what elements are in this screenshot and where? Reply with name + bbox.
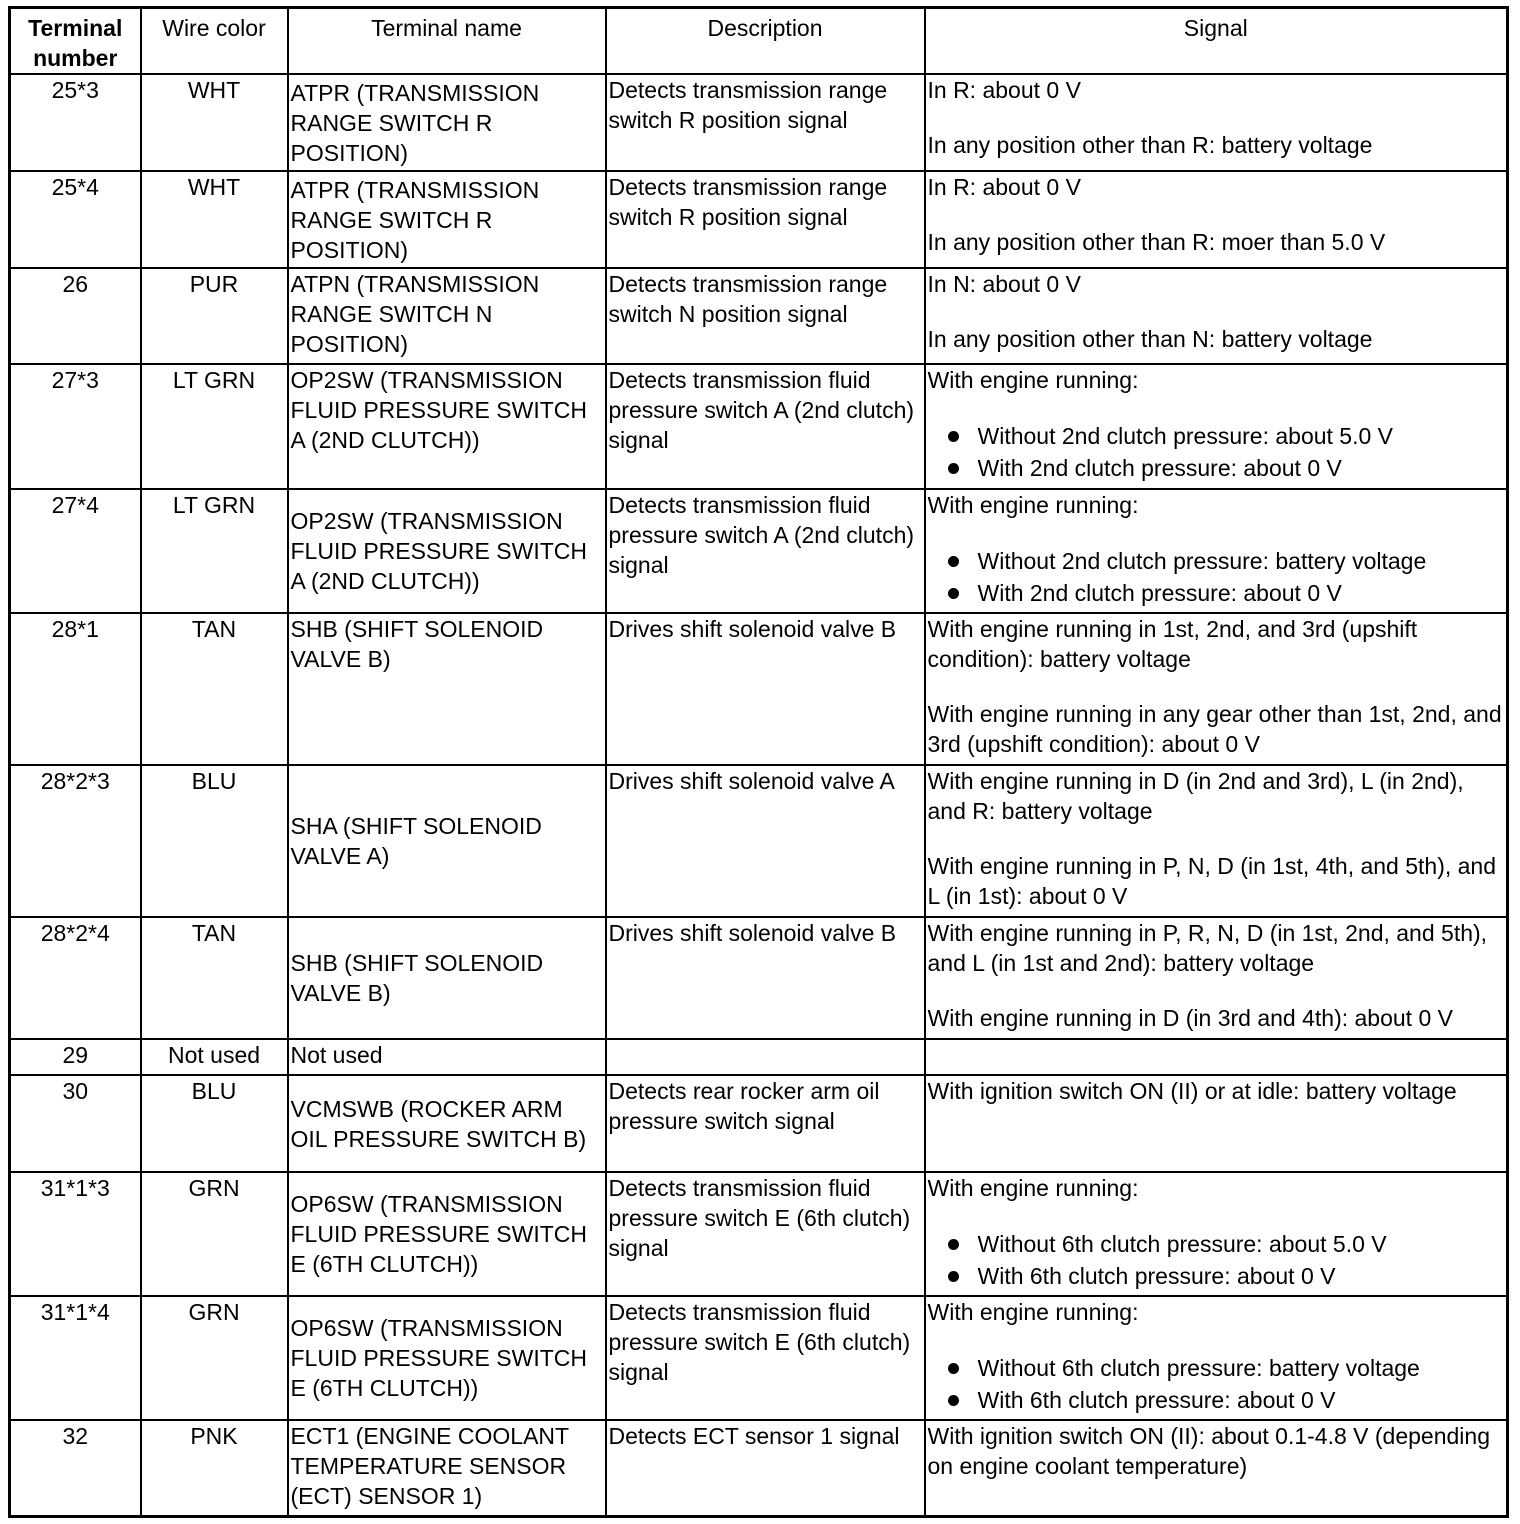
signal-bullet-item: [928, 452, 1505, 484]
description: [606, 1039, 925, 1075]
signal-bullet-text: Without 2nd clutch pressure: about 5.0 V: [977, 423, 1394, 449]
signal-text: In any position other than R: moer than 5.0 V: [927, 229, 1386, 255]
terminal-number: 27*3: [10, 364, 141, 489]
description: Detects transmission range switch N position signal: [606, 268, 925, 364]
description: Drives shift solenoid valve B: [606, 917, 925, 1039]
signal: [925, 74, 1508, 171]
terminal-name: OP6SW (TRANSMISSION FLUID PRESSURE SWITCH E (6TH CLUTCH)): [288, 1296, 606, 1420]
bullet-icon: [948, 1395, 959, 1406]
signal-bullet-text: With 6th clutch pressure: about 0 V: [977, 1263, 1336, 1289]
bullet-icon: [948, 556, 959, 567]
terminal-name: SHA (SHIFT SOLENOID VALVE A): [288, 765, 606, 917]
signal: [925, 917, 1508, 1039]
terminal-name: SHB (SHIFT SOLENOID VALVE B): [288, 917, 606, 1039]
signal: [925, 171, 1508, 268]
signal-bullet-list: [928, 1228, 1505, 1292]
wire-color: TAN: [141, 613, 288, 765]
wire-color: PUR: [141, 268, 288, 364]
wire-color: WHT: [141, 171, 288, 268]
terminal-number: 30: [10, 1075, 141, 1172]
terminal-name: OP6SW (TRANSMISSION FLUID PRESSURE SWITCH E (6TH CLUTCH)): [288, 1172, 606, 1296]
terminal-number: 25*3: [10, 74, 141, 171]
terminal-name: OP2SW (TRANSMISSION FLUID PRESSURE SWITCH A (2ND CLUTCH)): [288, 364, 606, 489]
signal-bullet-text: Without 6th clutch pressure: about 5.0 V: [977, 1231, 1387, 1257]
table-row: [10, 1172, 1508, 1296]
pin-table-container: [8, 6, 1506, 1518]
bullet-icon: [948, 1363, 959, 1374]
signal: [925, 268, 1508, 364]
signal-bullet-item: [928, 1384, 1505, 1416]
signal-text: With engine running:: [927, 1175, 1139, 1201]
signal-text: With engine running:: [927, 367, 1139, 393]
description: Detects transmission fluid pressure switch A (2nd clutch) signal: [606, 489, 925, 613]
signal: [925, 1420, 1508, 1516]
terminal-table: [8, 6, 1509, 1518]
signal: [925, 765, 1508, 917]
signal-text: In R: about 0 V: [927, 174, 1081, 200]
terminal-number: 31*1*4: [10, 1296, 141, 1420]
table-row: [10, 171, 1508, 268]
signal-bullet-list: [928, 1352, 1505, 1416]
terminal-number: 32: [10, 1420, 141, 1516]
signal-text: In N: about 0 V: [927, 271, 1081, 297]
signal-text: With engine running in any gear other than 1st, 2nd, and 3rd (upshift condition): about 0 V: [927, 701, 1502, 757]
signal-text: With engine running in D (in 3rd and 4th): about 0 V: [927, 1005, 1453, 1031]
terminal-number: 28*1: [10, 613, 141, 765]
terminal-name: SHB (SHIFT SOLENOID VALVE B): [288, 613, 606, 765]
signal-text: With engine running in D (in 2nd and 3rd), L (in 2nd), and R: battery voltage: [927, 768, 1464, 824]
wire-color: WHT: [141, 74, 288, 171]
bullet-icon: [948, 588, 959, 599]
terminal-name: ATPR (TRANSMISSION RANGE SWITCH R POSITION): [288, 171, 606, 268]
signal-bullet-list: [928, 545, 1505, 609]
terminal-name: ATPR (TRANSMISSION RANGE SWITCH R POSITION): [288, 74, 606, 171]
terminal-name: VCMSWB (ROCKER ARM OIL PRESSURE SWITCH B): [288, 1075, 606, 1172]
signal-text: In R: about 0 V: [927, 77, 1081, 103]
signal-bullet-item: [928, 577, 1505, 609]
wire-color: PNK: [141, 1420, 288, 1516]
terminal-number: 28*2*3: [10, 765, 141, 917]
header-terminal-name: Terminal name: [288, 8, 606, 75]
signal-bullet-text: With 2nd clutch pressure: about 0 V: [977, 580, 1342, 606]
signal: [925, 489, 1508, 613]
table-row: [10, 1075, 1508, 1172]
bullet-icon: [948, 1271, 959, 1282]
wire-color: GRN: [141, 1296, 288, 1420]
signal-text: With engine running in P, N, D (in 1st, 4th, and 5th), and L (in 1st): about 0 V: [927, 853, 1497, 909]
description: Drives shift solenoid valve A: [606, 765, 925, 917]
header-signal: Signal: [925, 8, 1508, 75]
header-row: [10, 8, 1508, 75]
signal: [925, 1296, 1508, 1420]
table-row: [10, 1296, 1508, 1420]
terminal-name: ATPN (TRANSMISSION RANGE SWITCH N POSITION): [288, 268, 606, 364]
wire-color: GRN: [141, 1172, 288, 1296]
terminal-name: ECT1 (ENGINE COOLANT TEMPERATURE SENSOR (ECT) SENSOR 1): [288, 1420, 606, 1516]
signal-text: With ignition switch ON (II): about 0.1-4.8 V (depending on engine coolant temperature): [927, 1423, 1491, 1479]
signal-bullet-item: [928, 1228, 1505, 1260]
description: Detects transmission fluid pressure switch E (6th clutch) signal: [606, 1296, 925, 1420]
signal-text: In any position other than N: battery voltage: [927, 326, 1373, 352]
signal-bullet-text: With 2nd clutch pressure: about 0 V: [977, 455, 1342, 481]
header-description: Description: [606, 8, 925, 75]
signal-text: With engine running in P, R, N, D (in 1st, 2nd, and 5th), and L (in 1st and 2nd): battery voltage: [927, 920, 1488, 976]
signal-bullet-text: Without 6th clutch pressure: battery voltage: [977, 1355, 1420, 1381]
terminal-name: OP2SW (TRANSMISSION FLUID PRESSURE SWITCH A (2ND CLUTCH)): [288, 489, 606, 613]
wire-color: Not used: [141, 1039, 288, 1075]
terminal-number: 31*1*3: [10, 1172, 141, 1296]
table-row: [10, 613, 1508, 765]
signal-bullet-item: [928, 545, 1505, 577]
terminal-number: 27*4: [10, 489, 141, 613]
signal-text: With ignition switch ON (II) or at idle: battery voltage: [927, 1078, 1457, 1104]
signal: [925, 1039, 1508, 1075]
description: Detects transmission fluid pressure switch E (6th clutch) signal: [606, 1172, 925, 1296]
wire-color: BLU: [141, 765, 288, 917]
signal-text: With engine running in 1st, 2nd, and 3rd (upshift condition): battery voltage: [927, 616, 1418, 672]
signal-bullet-item: [928, 1260, 1505, 1292]
bullet-icon: [948, 463, 959, 474]
description: Detects transmission range switch R position signal: [606, 74, 925, 171]
bullet-icon: [948, 1239, 959, 1250]
table-row: [10, 765, 1508, 917]
table-row: [10, 1420, 1508, 1516]
terminal-number: 29: [10, 1039, 141, 1075]
table-row: [10, 74, 1508, 171]
signal: [925, 613, 1508, 765]
terminal-number: 26: [10, 268, 141, 364]
terminal-name: Not used: [288, 1039, 606, 1075]
signal-bullet-item: [928, 420, 1505, 452]
signal: [925, 1075, 1508, 1172]
table-row: [10, 917, 1508, 1039]
signal-bullet-list: [928, 420, 1505, 484]
wire-color: LT GRN: [141, 489, 288, 613]
description: Detects transmission fluid pressure switch A (2nd clutch) signal: [606, 364, 925, 489]
wire-color: BLU: [141, 1075, 288, 1172]
description: Detects transmission range switch R position signal: [606, 171, 925, 268]
wire-color: TAN: [141, 917, 288, 1039]
signal-bullet-item: [928, 1352, 1505, 1384]
table-row: [10, 489, 1508, 613]
table-row: [10, 364, 1508, 489]
terminal-number: 28*2*4: [10, 917, 141, 1039]
wire-color: LT GRN: [141, 364, 288, 489]
terminal-number: 25*4: [10, 171, 141, 268]
description: Detects ECT sensor 1 signal: [606, 1420, 925, 1516]
signal: [925, 364, 1508, 489]
signal-bullet-text: Without 2nd clutch pressure: battery voltage: [977, 548, 1427, 574]
description: Detects rear rocker arm oil pressure switch signal: [606, 1075, 925, 1172]
bullet-icon: [948, 431, 959, 442]
header-terminal-number: Terminal number: [10, 8, 141, 75]
signal-bullet-text: With 6th clutch pressure: about 0 V: [977, 1387, 1336, 1413]
table-row: [10, 1039, 1508, 1075]
signal-text: In any position other than R: battery voltage: [927, 132, 1373, 158]
signal-text: With engine running:: [927, 1299, 1139, 1325]
header-wire-color: Wire color: [141, 8, 288, 75]
signal: [925, 1172, 1508, 1296]
description: Drives shift solenoid valve B: [606, 613, 925, 765]
signal-text: With engine running:: [927, 492, 1139, 518]
table-row: [10, 268, 1508, 364]
